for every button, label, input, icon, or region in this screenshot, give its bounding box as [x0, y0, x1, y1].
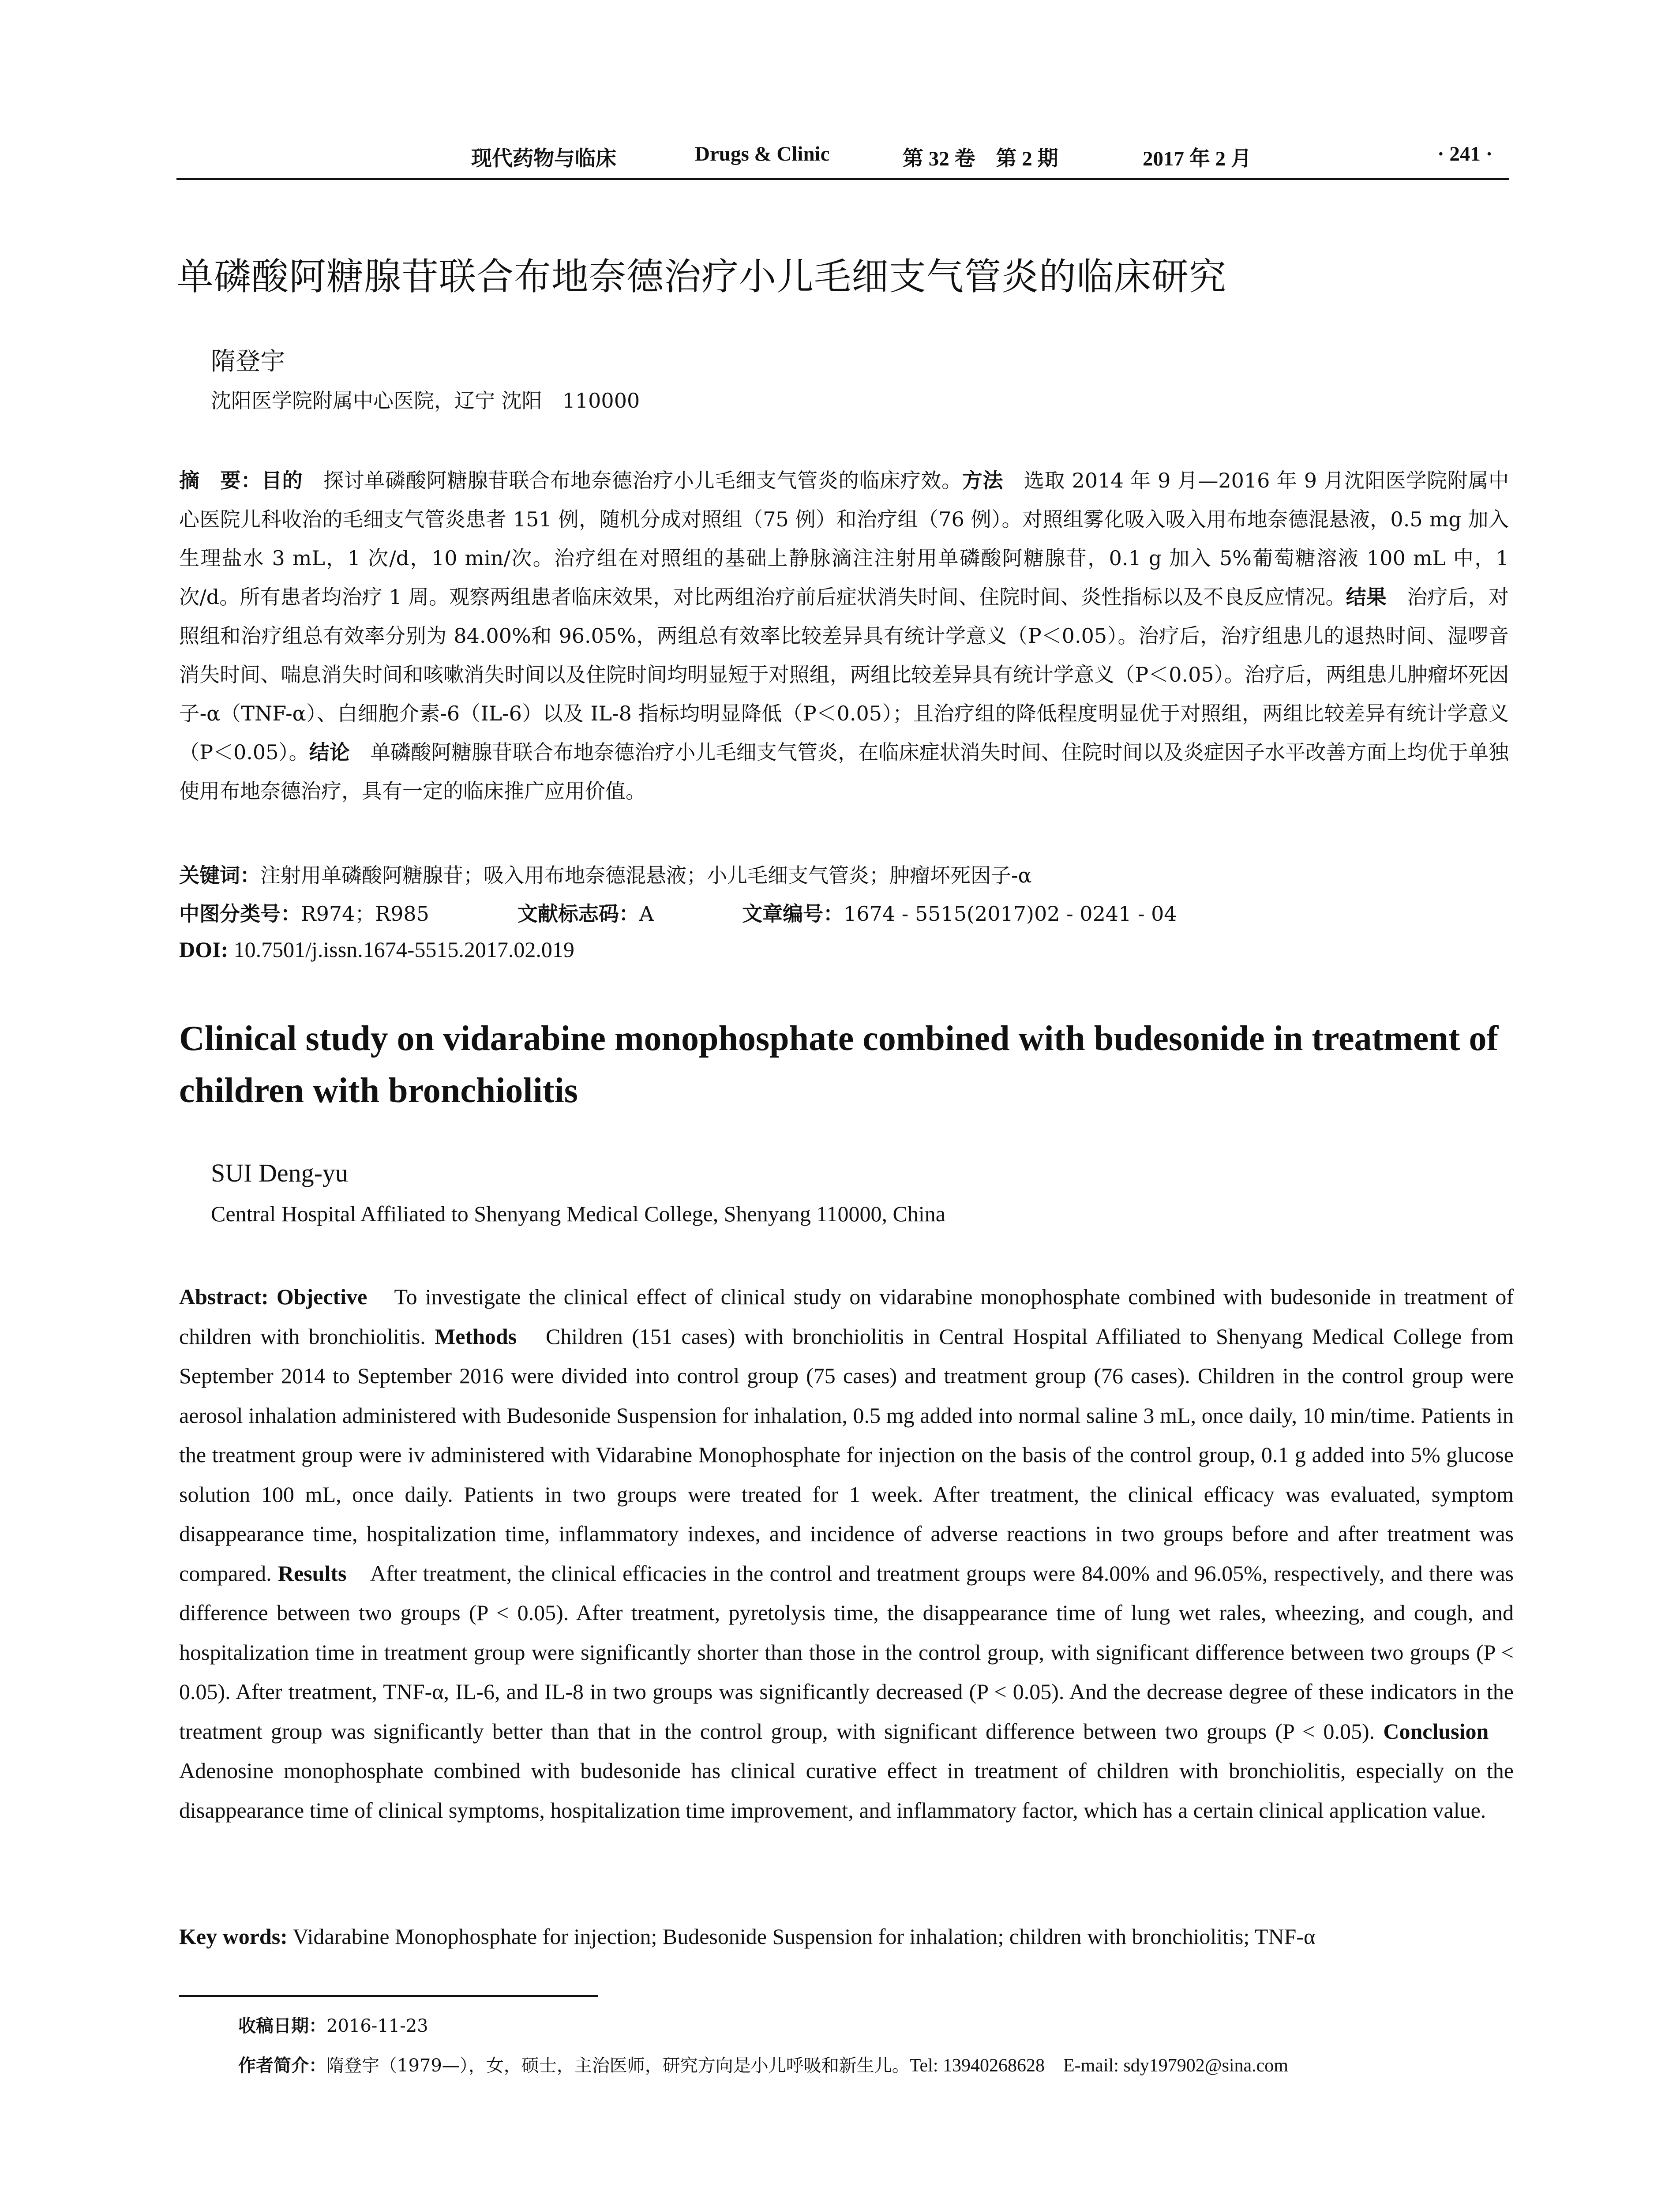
doc-code-value: A — [639, 902, 654, 926]
cn-results-text: 治疗后，对照组和治疗组总有效率分别为 84.00%和 96.05%，两组总有效率比较差异具有统计学意义（P＜0.05）。治疗后，治疗组患儿的退热时间、湿啰音消失时间、喘息消失时间和咳嗽消失时间以及住院时间均明显短于对照组，两组比较差异具有统计学意义（P＜0.05）。治疗后，两组患儿肿瘤坏死因子-α（TNF-α）、白细胞介素-6（IL-6）以及 IL-8 指标均明显降低（P＜0.05）；且治疗组的降低程度明显优于对照组，两组比较差异有统计学意义（P＜0.05）。 — [179, 585, 1509, 764]
volume-issue: 第 32 卷 第 2 期 — [903, 147, 1058, 170]
en-methods-text: Children (151 cases) with bronchiolitis in Central Hospital Affiliated to Shenyang Medical College from September 2014 to September 2016 were divided into control group (75 cases) and treatment group (76 cases). Children in the control group were aerosol inhalation administered with Budesonide Suspension for inhalation, 0.5 mg added into normal saline 3 mL, once daily, 10 min/time. Patients in the treatment group were iv administered with Vidarabine Monophosphate for injection on the basis of the control group, 0.1 g added into 5% glucose solution 100 mL, once daily. Patients in two groups were treated for 1 week. After treatment, the clinical efficacy was evaluated, symptom disappearance time, hospitalization time, inflammatory indexes, and incidence of adverse reactions in two groups before and after treatment was compared. — [179, 1324, 1514, 1586]
en-results-text: After treatment, the clinical efficacies in the control and treatment groups were 84.00% and 96.05%, respectively, and there was difference between two groups (P < 0.05). After treatment, pyretolysis time, the disappearance time of lung wet rales, wheezing, and cough, and hospitalization time in treatment group were significantly shorter than those in the control group, with significant difference between two groups (P < 0.05). After treatment, TNF-α, IL-6, and IL-8 in two groups was significantly decreased (P < 0.05). And the decrease degree of these indicators in the treatment group was significantly better than that in the control group, with significant difference between two groups (P < 0.05). — [179, 1561, 1514, 1744]
received-label: 收稿日期： — [238, 2016, 326, 2036]
doc-code-label: 文献标志码： — [517, 902, 639, 926]
cn-conclusion-text: 单磷酸阿糖腺苷联合布地奈德治疗小儿毛细支气管炎，在临床症状消失时间、住院时间以及炎症因子水平改善方面上均优于单独使用布地奈德治疗，具有一定的临床推广应用价值。 — [179, 740, 1509, 803]
cn-results-label: 结果 — [1346, 585, 1387, 609]
en-abstract-label: Abstract: Objective — [179, 1284, 368, 1309]
cn-conclusion-label: 结论 — [309, 740, 350, 764]
cn-keywords-text: 注射用单磷酸阿糖腺苷；吸入用布地奈德混悬液；小儿毛细支气管炎；肿瘤坏死因子-α — [260, 863, 1032, 887]
cn-keywords-label: 关键词： — [179, 863, 260, 887]
cn-classification-line — [179, 898, 1177, 927]
en-conclusion-text: Adenosine monophosphate combined with budesonide has clinical curative effect in treatment of children with bronchiolitis, especially on the disappearance time of clinical symptoms, hospitalization time improvement, and inflammatory factor, which has a certain clinical application value. — [179, 1718, 1514, 1823]
en-keywords — [179, 1924, 1315, 1949]
en-abstract — [179, 1277, 1514, 1830]
en-title: Clinical study on vidarabine monophosphate combined with budesonide in treatment of children with bronchiolitis — [179, 1019, 1499, 1110]
footnote-author-bio — [238, 2051, 1288, 2077]
clc-value: R974；R985 — [301, 902, 429, 926]
journal-name-cn: 现代药物与临床 — [471, 146, 616, 171]
journal-name-en: Drugs & Clinic — [695, 143, 830, 165]
cn-objective-label: 目的 — [261, 469, 303, 492]
cn-methods-label: 方法 — [962, 469, 1004, 492]
article-no-value: 1674 - 5515(2017)02 - 0241 - 04 — [844, 902, 1177, 926]
received-date: 2016-11-23 — [326, 2016, 428, 2036]
en-results-label: Results — [278, 1561, 347, 1586]
issue-date: 2017 年 2 月 — [1143, 147, 1252, 170]
en-keywords-label: Key words: — [179, 1924, 288, 1949]
cn-keywords — [179, 859, 1032, 889]
en-keywords-text: Vidarabine Monophosphate for injection; Budesonide Suspension for inhalation; children with bronchiolitis; TNF-α — [287, 1924, 1316, 1949]
footnote-rule — [179, 1995, 598, 1997]
en-conclusion-label: Conclusion — [1383, 1718, 1489, 1744]
running-header — [176, 142, 1509, 177]
bio-text: 隋登宇（1979—），女，硕士，主治医师，研究方向是小儿呼吸和新生儿。 — [326, 2056, 910, 2076]
doi-label: DOI: — [179, 937, 229, 962]
en-objective-text: To investigate the clinical effect of clinical study on vidarabine monophosphate combined with budesonide in treatment of children with bronchiolitis. — [179, 1284, 1514, 1349]
doi-value: 10.7501/j.issn.1674-5515.2017.02.019 — [228, 937, 574, 962]
cn-author: 隋登宇 — [211, 347, 285, 376]
en-author: SUI Deng-yu — [211, 1159, 348, 1187]
cn-abstract-label: 摘 要： — [179, 469, 262, 492]
footnote-received — [238, 2012, 428, 2037]
cn-objective-text: 探讨单磷酸阿糖腺苷联合布地奈德治疗小儿毛细支气管炎的临床疗效。 — [303, 469, 962, 492]
bio-label: 作者简介： — [238, 2056, 326, 2076]
doi-line — [179, 937, 574, 962]
article-no-label: 文章编号： — [742, 902, 844, 926]
cn-title: 单磷酸阿糖腺苷联合布地奈德治疗小儿毛细支气管炎的临床研究 — [176, 255, 1227, 298]
en-methods-label: Methods — [435, 1324, 517, 1349]
header-rule — [176, 178, 1509, 180]
cn-affiliation: 沈阳医学院附属中心医院，辽宁 沈阳 110000 — [211, 389, 640, 413]
cn-methods-text: 选取 2014 年 9 月—2016 年 9 月沈阳医学院附属中心医院儿科收治的毛细支气管炎患者 151 例，随机分成对照组（75 例）和治疗组（76 例）。对照组雾化吸入吸入用布地奈德混悬液，0.5 mg 加入生理盐水 3 mL，1 次/d，10 min/次。治疗组在对照组的基础上静脉滴注注射用单磷酸阿糖腺苷，0.1 g 加入 5%葡萄糖溶液 100 mL 中，1 次/d。所有患者均治疗 1 周。观察两组患者临床效果，对比两组治疗前后症状消失时间、住院时间、炎性指标以及不良反应情况。 — [179, 469, 1509, 609]
page-number: · 241 · — [1437, 143, 1493, 165]
en-affiliation: Central Hospital Affiliated to Shenyang Medical College, Shenyang 110000, China — [211, 1201, 945, 1226]
bio-contact: Tel: 13940268628 E-mail: sdy197902@sina.com — [909, 2056, 1288, 2076]
cn-abstract — [179, 461, 1509, 810]
clc-label: 中图分类号： — [179, 902, 301, 926]
